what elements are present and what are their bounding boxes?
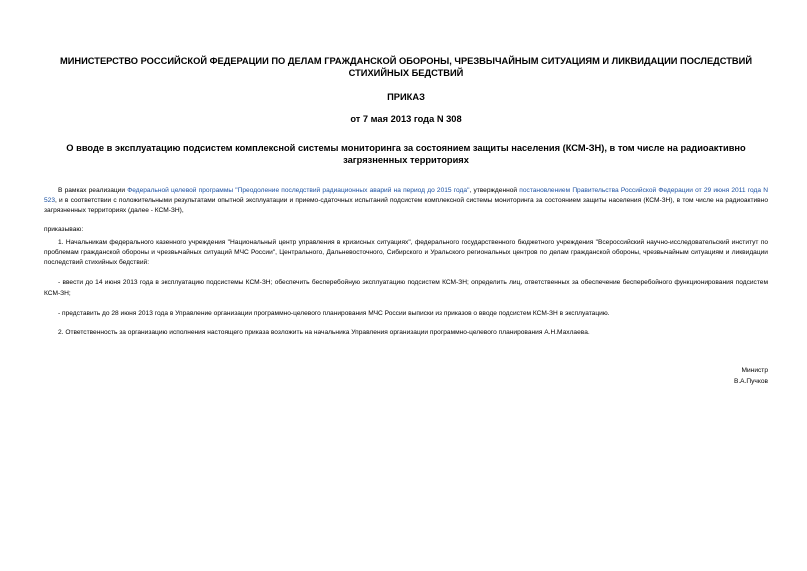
- intro-text-middle: , утвержденной: [469, 187, 520, 194]
- order-item-1: 1. Начальникам федерального казенного учреждения "Национальный центр управления в кризисных ситуациях", федерального государственного бюджетного учреждения "Всероссийский научно-исследовательский институт по проблемам гражданской обороны и чрезвычайных ситуаций МЧС России", Центрального, Дальневосточного, Сибирского и Уральского региональных центров по делам гражданской обороны, чрезвычайным ситуациям и ликвидации последствий стихийных бедствий:: [44, 238, 768, 267]
- signature-title: Министр: [741, 367, 768, 374]
- intro-paragraph: [44, 186, 768, 217]
- intro-text-after: , и в соответствии с положительными результатами опытной эксплуатации и приемо-сдаточных испытаний подсистем комплексной системы мониторинга за состоянием защиты населения (КСМ-ЗН), в том числе на радиоактивно загрязненных территориях (далее - КСМ-ЗН),: [44, 197, 768, 215]
- order-date-number: от 7 мая 2013 года N 308: [350, 113, 462, 124]
- order-subject: О вводе в эксплуатацию подсистем комплексной системы мониторинга за состоянием защиты населения (КСМ-ЗН), в том числе на радиоактивно загрязненных территориях: [66, 143, 746, 165]
- order-bullet-1: - ввести до 14 июня 2013 года в эксплуатацию подсистемы КСМ-ЗН; обеспечить бесперебойную эксплуатацию подсистем КСМ-ЗН; определить лиц, ответственных за обеспечение бесперебойного функционирования подсистем КСМ-ЗН;: [44, 279, 768, 297]
- order-bullet-2: - представить до 28 июня 2013 года в Управление организации программно-целевого планирования МЧС России выписки из приказов о вводе подсистем КСМ-ЗН в эксплуатацию.: [58, 309, 610, 317]
- signature-name: В.А.Пучков: [733, 378, 768, 385]
- order-word: приказываю:: [44, 225, 84, 233]
- document-type: ПРИКАЗ: [387, 92, 425, 102]
- document-page: [44, 52, 768, 385]
- federal-program-link[interactable]: Федеральной целевой программы "Преодоление последствий радиационных аварий на период до 2015 года": [127, 187, 470, 194]
- order-item-2: 2. Ответственность за организацию исполнения настоящего приказа возложить на начальника Управления организации программно-целевого планирования А.Н.Махлаева.: [58, 329, 590, 337]
- intro-text-before: В рамках реализации: [58, 187, 128, 194]
- government-decree-link[interactable]: постановлением Правительства Российской Федерации от 29 июня 2011 года N 523: [44, 187, 768, 205]
- ministry-heading: МИНИСТЕРСТВО РОССИЙСКОЙ ФЕДЕРАЦИИ ПО ДЕЛАМ ГРАЖДАНСКОЙ ОБОРОНЫ, ЧРЕЗВЫЧАЙНЫМ СИТУАЦИЯМ И ЛИКВИДАЦИИ ПОСЛЕДСТВИЙ СТИХИЙНЫХ БЕДСТВИЙ: [59, 56, 753, 78]
